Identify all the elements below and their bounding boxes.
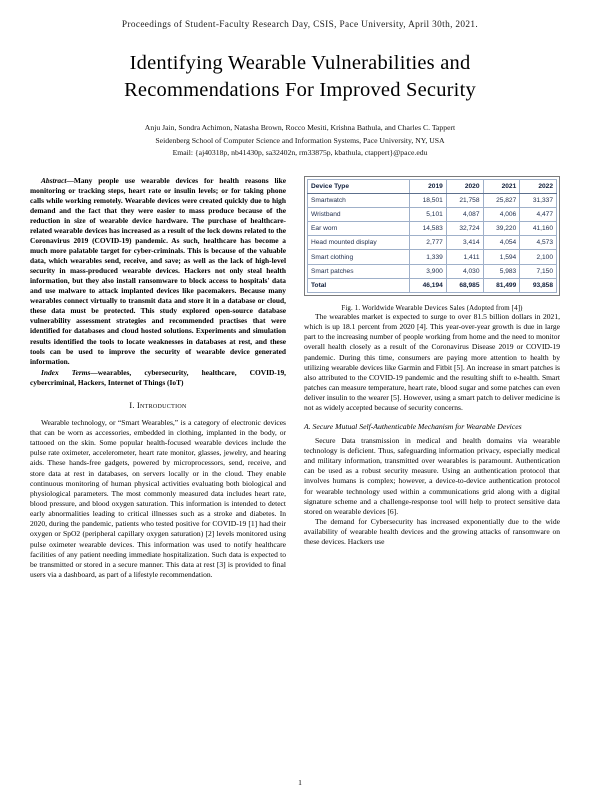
cell-2021: 4,006 xyxy=(483,207,520,221)
cell-device-total: Total xyxy=(308,278,410,292)
right-column xyxy=(304,176,560,548)
two-column-body xyxy=(30,176,570,581)
section-heading-introduction: I. Introduction xyxy=(129,400,187,410)
cell-2021: 4,054 xyxy=(483,236,520,250)
proceedings-header: Proceedings of Student-Faculty Research Day, CSIS, Pace University, April 30th, 2021. xyxy=(121,20,479,30)
table-total-row xyxy=(308,278,557,292)
cell-2022: 2,100 xyxy=(520,250,557,264)
cell-total-2020: 68,985 xyxy=(446,278,483,292)
abstract-paragraph xyxy=(30,176,286,367)
cell-device: Wristband xyxy=(308,207,410,221)
column-header-2019: 2019 xyxy=(410,179,447,193)
column-header-2021: 2021 xyxy=(483,179,520,193)
author-affiliation: Seidenberg School of Computer Science and Information Systems, Pace University, NY, USA xyxy=(155,135,445,145)
column-header-device-type: Device Type xyxy=(308,179,410,193)
cell-device: Smart clothing xyxy=(308,250,410,264)
intro-paragraph-1: Wearable technology, or “Smart Wearables,” is a category of electronic devices that can be worn as accessories, embedded in clothing, implanted in the body, or tattooed on the skin. Some popular health-focused wearable devices include the pulse rate oximeter, accelerometer, heart rate monitor, glasses, jewelry, and hearing aids. These hands-free gadgets, powered by microprocessors, send, receive, and store data at rest in databases, on servers locally or in the cloud. They enable continuous monitoring of human physical activities evaluating both biological and physiological parameters. The most commonly measured data includes heart rate, blood pressure, and blood oxygen saturation. This information is intended to detect early abnormalities leading to critical illnesses such as a stroke and diabetes. In 2020, during the pandemic, patients who tested positive for COVID-19 [1] had their oxygen or SpO2 (peripheral capillary oxygen saturation) [2] levels monitored using pulse oximeter wearable devices. This information was used to notify healthcare facilities of any patient needing immediate hospitalization. Such data is expected to be transmitted or stored in a secure manner. This data at rest [3] is provided to final users via a dashboard, as part of a lifestyle recommendation. xyxy=(30,417,286,579)
cell-2020: 3,414 xyxy=(446,236,483,250)
cell-device: Head mounted display xyxy=(308,236,410,250)
abstract-text: Many people use wearable devices for health reasons like monitoring or tracking steps, heart rate or insulin levels; or for taking phone calls while working remotely. Wearable devices were created quickly due to high demand and the fact that they were easier to mass produce because of the reduction in size of wearable device hardware. The purchase of healthcare-related wearable devices has increased as a result of the lock downs related to the Coronavirus 2019 (COVID-19) pandemic. As such, healthcare has become a much more palatable target for cyber-criminals. This is because of the valuable data, which wearables send, receive, and save; as well as the lack of high-level security in mass-produced wearable devices. Hackers not only steal health information, but they also install ransomware to block access to hospitals' data and use malware to attack implanted devices like pacemakers. Because many wearables connect virtually to transmit data and store it in a database or cloud, these data must be protected. This study explored open-source database vulnerability assessment strategies and recommended practises that were identified for databases and cloud hosted solutions. Experiments and simulation results identified the tools to locate weaknesses in databases at rest, and these tools can be used to improve the security of wearable device generated information. xyxy=(30,175,286,366)
abstract-label: Abstract— xyxy=(41,175,74,185)
cell-total-2019: 46,194 xyxy=(410,278,447,292)
index-terms-label: Index Terms— xyxy=(41,367,98,377)
market-paragraph: The wearables market is expected to surge to over 81.5 billion dollars in 2021, which is up 18.1 percent from 2020 [4]. This year-over-year growth is due in large part to the increasing number of people working from home and the need to monitor overall health closely as a result of the Coronavirus Disease 2019 or COVID-19 pandemic. During this time, consumers are paying more attention to health by utilizing wearable devices like Garmin and Fitbit [5]. An increase in smart patches is also attributed to the COVID-19 pandemic and the resulting shift to e-health. Smart patches can measure temperature, heart rate, blood sugar and some patches can even deliver insulin to the wearer [5]. However, using a smart patch to deliver medicine is not as widely accepted because of security concerns. xyxy=(304,312,560,413)
cell-2019: 1,339 xyxy=(410,250,447,264)
table-row xyxy=(308,222,557,236)
page-number: 1 xyxy=(298,778,302,787)
wearable-sales-table-container xyxy=(304,176,560,297)
table-row xyxy=(308,207,557,221)
title-line-1: Identifying Wearable Vulnerabilities and xyxy=(129,52,471,74)
cell-2020: 4,087 xyxy=(446,207,483,221)
table-row xyxy=(308,193,557,207)
author-names: Anju Jain, Sondra Achimon, Natasha Brown, Rocco Mesiti, Krishna Bathula, and Charles C. Tappert xyxy=(144,123,456,133)
cell-2022: 41,160 xyxy=(520,222,557,236)
figure-caption: Fig. 1. Worldwide Wearable Devices Sales (Adopted from [4]) xyxy=(341,305,523,312)
index-terms-paragraph xyxy=(30,368,286,388)
author-email: Email: {aj40318p, nb41430p, sa32402n, rm33875p, kbathula, ctappert}@pace.edu xyxy=(172,148,428,158)
cell-2020: 4,030 xyxy=(446,264,483,278)
author-block xyxy=(40,122,560,159)
cell-2022: 4,573 xyxy=(520,236,557,250)
cell-2021: 25,827 xyxy=(483,193,520,207)
cell-2020: 32,724 xyxy=(446,222,483,236)
wearable-sales-table xyxy=(307,179,557,294)
left-column xyxy=(30,176,286,581)
index-terms-text: wearables, cybersecurity, healthcare, COVID-19, cybercriminal, Hackers, Internet of Things (IoT) xyxy=(30,367,286,387)
cell-2021: 5,983 xyxy=(483,264,520,278)
cell-2019: 3,900 xyxy=(410,264,447,278)
column-header-2020: 2020 xyxy=(446,179,483,193)
cell-device: Smart patches xyxy=(308,264,410,278)
table-head xyxy=(308,179,557,193)
cell-2019: 2,777 xyxy=(410,236,447,250)
cell-2022: 4,477 xyxy=(520,207,557,221)
cell-2020: 21,758 xyxy=(446,193,483,207)
table-row xyxy=(308,250,557,264)
table-row xyxy=(308,264,557,278)
table-row xyxy=(308,236,557,250)
cell-total-2021: 81,499 xyxy=(483,278,520,292)
cell-2019: 14,583 xyxy=(410,222,447,236)
cell-2020: 1,411 xyxy=(446,250,483,264)
cell-device: Smartwatch xyxy=(308,193,410,207)
subsection-a-paragraph-1: Secure Data transmission in medical and health domains via wearable technology is deficient. Thus, safeguarding information privacy, especially medical and military information, transmitted over wearables is paramount. Authentication can be used as a robust security measure. Using an authentication protocol that involves humans is complex; however, a device-to-device authentication protocol for wearable technology used within a communications grid along with a digital signature scheme and a challenge-response tool will help to protect sensitive data stored on wearable devices [6]. xyxy=(304,435,560,516)
cell-device: Ear worn xyxy=(308,222,410,236)
paper-page xyxy=(0,20,600,796)
cell-2022: 7,150 xyxy=(520,264,557,278)
cell-2019: 5,101 xyxy=(410,207,447,221)
cell-2022: 31,337 xyxy=(520,193,557,207)
column-header-2022: 2022 xyxy=(520,179,557,193)
cell-2021: 39,220 xyxy=(483,222,520,236)
subsection-a-paragraph-2: The demand for Cybersecurity has increased exponentially due to the wide availability of wearable health devices and the growing attacks of ransomware on these devices. Hackers use xyxy=(304,516,560,547)
subsection-heading-a: A. Secure Mutual Self-Authenticable Mechanism for Wearable Devices xyxy=(304,422,522,432)
page-title xyxy=(58,50,542,104)
table-header-row xyxy=(308,179,557,193)
cell-2021: 1,594 xyxy=(483,250,520,264)
table-body xyxy=(308,193,557,292)
cell-2019: 18,501 xyxy=(410,193,447,207)
title-line-2: Recommendations For Improved Security xyxy=(124,79,476,102)
cell-total-2022: 93,858 xyxy=(520,278,557,292)
